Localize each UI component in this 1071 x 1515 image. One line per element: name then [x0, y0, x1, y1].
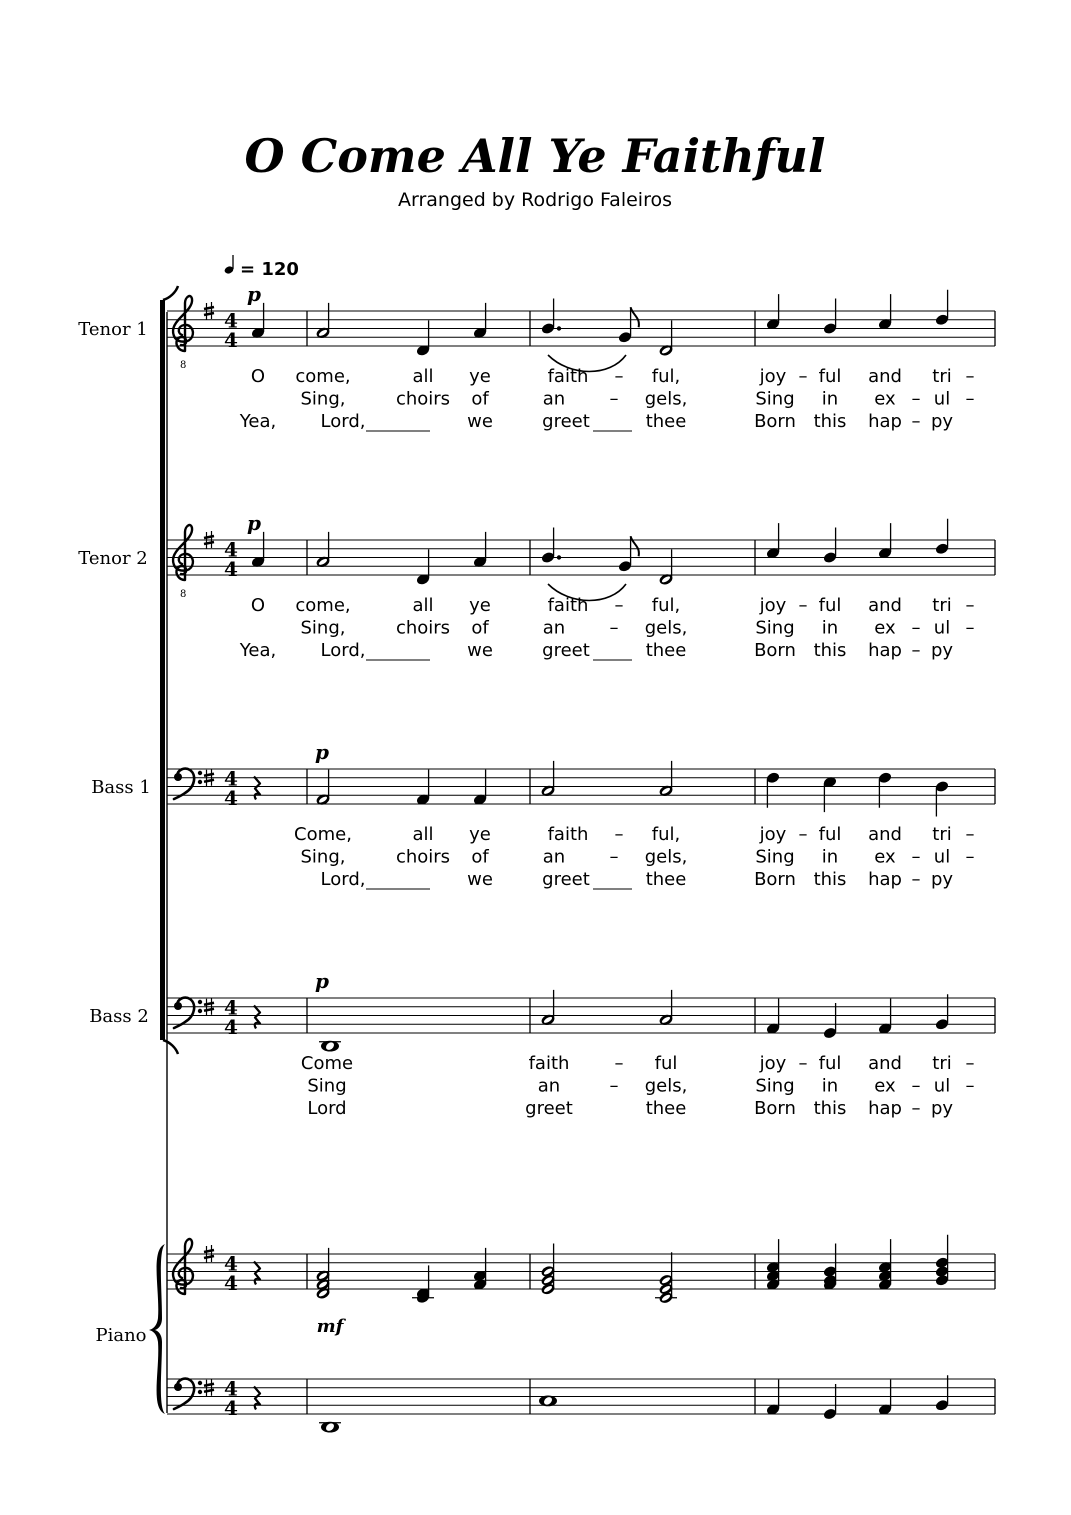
lyric-syllable: – [911, 869, 921, 890]
lyric-syllable: faith [547, 366, 589, 387]
flag [631, 307, 639, 327]
lyric-syllable: ful, [651, 366, 681, 387]
lyric-syllable: thee [645, 640, 687, 661]
lyric-syllable: hap [868, 869, 902, 890]
lyric-syllable: – [965, 595, 975, 616]
lyric-syllable: this [813, 1098, 847, 1119]
lyric-syllable: Sing [755, 846, 795, 868]
lyric-syllable: this [813, 640, 847, 661]
bass-clef-icon [174, 769, 202, 799]
lyric-syllable: Sing [755, 617, 795, 639]
lyric-syllable: choirs [395, 388, 451, 410]
lyric-syllable: Born [754, 411, 796, 432]
tempo-marking [224, 255, 299, 280]
lyric-syllable: joy [759, 366, 787, 387]
lyric-syllable: in [821, 1075, 839, 1097]
lyric-syllable: greet [542, 411, 590, 432]
instrument-label: Piano [95, 1325, 147, 1346]
lyric-syllable: – [798, 595, 808, 616]
lyric-syllable: gels, [644, 617, 688, 639]
lyric-syllable: an [542, 388, 566, 410]
lyric-syllable: Sing [755, 388, 795, 410]
time-signature-bottom: 4 [224, 1271, 238, 1295]
lyric-syllable: in [821, 846, 839, 868]
time-signature-bottom: 4 [224, 1015, 238, 1039]
lyric-syllable: – [965, 388, 975, 410]
piano-brace [149, 1244, 165, 1414]
note [539, 1395, 557, 1406]
lyric-syllable: – [911, 846, 921, 868]
lyric-syllable: thee [645, 869, 687, 890]
lyric-syllable: O [250, 595, 266, 616]
lyric-syllable: – [911, 388, 921, 410]
octave-marker: 8 [180, 360, 187, 371]
lyric-syllable: – [965, 366, 975, 387]
note [321, 1041, 339, 1052]
lyric-syllable: joy [759, 595, 787, 616]
lyric-syllable: – [911, 1075, 921, 1097]
lyric-syllable: Sing, [300, 388, 346, 410]
lyric-syllable: faith [547, 595, 589, 616]
time-signature-bottom: 4 [224, 328, 238, 352]
lyric-syllable: py [930, 1098, 954, 1119]
lyric-syllable: an [542, 846, 566, 868]
page-title: O Come All Ye Faithful [244, 129, 826, 183]
lyric-syllable: all [412, 824, 434, 845]
lyric-syllable: ex [874, 1075, 896, 1097]
lyric-syllable: ful [654, 1053, 678, 1074]
dot [557, 326, 561, 330]
lyric-syllable: tri [932, 824, 952, 845]
lyric-syllable: py [930, 640, 954, 661]
staff-2 [91, 740, 995, 890]
lyric-syllable: faith [528, 1053, 570, 1074]
lyric-syllable: thee [645, 411, 687, 432]
lyric-syllable: Come [300, 1053, 354, 1074]
time-signature-top: 4 [224, 308, 238, 333]
lyric-syllable: – [965, 846, 975, 868]
lyric-syllable: – [614, 1053, 624, 1074]
lyric-syllable: Lord [307, 1098, 347, 1119]
lyric-syllable: – [911, 640, 921, 661]
time-signature-bottom: 4 [224, 786, 238, 810]
lyric-syllable: Sing, [300, 617, 346, 639]
lyric-syllable: O [250, 366, 266, 387]
lyric-syllable: of [471, 388, 489, 410]
lyric-syllable: – [965, 617, 975, 639]
instrument-label: Bass 2 [89, 1006, 149, 1027]
lyric-syllable: this [813, 411, 847, 432]
lyric-syllable: ful [818, 366, 842, 387]
lyric-syllable: ful [818, 595, 842, 616]
staff-1 [78, 511, 995, 661]
dynamic-marking: p [315, 969, 329, 993]
lyric-syllable: all [412, 366, 434, 387]
staves [78, 282, 995, 1433]
lyric-syllable: ful [818, 1053, 842, 1074]
time-signature-bottom: 4 [224, 557, 238, 581]
lyric-syllable: thee [645, 1098, 687, 1119]
lyric-syllable: hap [868, 411, 902, 432]
lyric-syllable: tri [932, 595, 952, 616]
lyric-syllable: ex [874, 617, 896, 639]
lyric-syllable: Lord, [320, 640, 366, 661]
lyric-syllable: Come, [294, 824, 352, 845]
tempo-value: = 120 [240, 259, 299, 280]
lyric-syllable: we [467, 640, 493, 661]
lyric-syllable: and [868, 595, 902, 616]
lyric-syllable: – [798, 366, 808, 387]
lyric-syllable: – [798, 1053, 808, 1074]
lyric-syllable: – [965, 824, 975, 845]
lyric-syllable: and [868, 824, 902, 845]
lyric-syllable: py [930, 869, 954, 890]
lyric-syllable: faith [547, 824, 589, 845]
lyric-syllable: – [609, 846, 619, 868]
lyric-syllable: – [609, 617, 619, 639]
lyric-syllable: Sing [755, 1075, 795, 1097]
lyric-syllable: ul [933, 388, 951, 410]
lyric-syllable: – [614, 824, 624, 845]
treble-clef-icon [173, 1239, 193, 1294]
flag [631, 536, 639, 556]
dynamic-marking: p [247, 511, 261, 535]
lyric-syllable: ye [469, 595, 491, 616]
lyric-syllable: come, [295, 366, 351, 387]
staff-5 [167, 1375, 995, 1432]
bass-clef-icon [174, 1379, 202, 1409]
quarter-rest-icon [254, 1262, 260, 1285]
time-signature-top: 4 [224, 766, 238, 791]
lyric-syllable: choirs [395, 846, 451, 868]
lyric-syllable: in [821, 388, 839, 410]
lyric-syllable: and [868, 1053, 902, 1074]
lyric-syllable: – [911, 411, 921, 432]
lyric-syllable: and [868, 366, 902, 387]
lyric-syllable: greet [542, 869, 590, 890]
instrument-label: Tenor 2 [78, 548, 148, 569]
lyric-syllable: hap [868, 1098, 902, 1119]
lyric-syllable: ul [933, 846, 951, 868]
lyric-syllable: – [911, 1098, 921, 1119]
instrument-label: Bass 1 [91, 777, 151, 798]
lyric-syllable: Sing [307, 1075, 347, 1097]
lyric-syllable: ul [933, 1075, 951, 1097]
lyric-syllable: of [471, 846, 489, 868]
time-signature-top: 4 [224, 1251, 238, 1276]
lyric-syllable: gels, [644, 388, 688, 410]
lyric-syllable: Born [754, 869, 796, 890]
lyric-syllable: tri [932, 366, 952, 387]
lyric-syllable: – [614, 595, 624, 616]
octave-marker: 8 [180, 589, 187, 600]
dot [557, 555, 561, 559]
instrument-label: Tenor 1 [78, 319, 148, 340]
lyric-syllable: Sing, [300, 846, 346, 868]
dynamic-marking: p [315, 740, 329, 764]
staff-0 [78, 282, 995, 432]
lyric-syllable: greet [542, 640, 590, 661]
lyric-syllable: ful, [651, 824, 681, 845]
staff-4 [95, 1235, 995, 1346]
lyric-syllable: ye [469, 824, 491, 845]
lyric-syllable: greet [525, 1098, 573, 1119]
time-signature-top: 4 [224, 1376, 238, 1401]
lyric-syllable: an [542, 617, 566, 639]
time-signature-bottom: 4 [224, 1396, 238, 1420]
treble-clef-icon [173, 296, 193, 351]
note [321, 1422, 339, 1433]
lyric-syllable: Yea, [239, 411, 277, 432]
choir-bracket [160, 286, 178, 1054]
lyric-syllable: gels, [644, 846, 688, 868]
lyric-syllable: ye [469, 366, 491, 387]
lyric-syllable: – [911, 617, 921, 639]
lyric-syllable: ful, [651, 595, 681, 616]
quarter-rest-icon [254, 777, 260, 800]
lyric-syllable: – [609, 388, 619, 410]
lyric-syllable: ex [874, 846, 896, 868]
lyric-syllable: hap [868, 640, 902, 661]
quarter-rest-icon [254, 1006, 260, 1029]
lyric-syllable: in [821, 617, 839, 639]
lyric-syllable: ul [933, 617, 951, 639]
staff-3 [89, 969, 995, 1119]
lyric-syllable: – [798, 824, 808, 845]
quarter-rest-icon [254, 1387, 260, 1410]
lyric-syllable: py [930, 411, 954, 432]
lyric-syllable: – [609, 1075, 619, 1097]
time-signature-top: 4 [224, 537, 238, 562]
arranger-credit: Arranged by Rodrigo Faleiros [397, 189, 673, 211]
dynamic-marking: mf [316, 1316, 344, 1337]
lyric-syllable: come, [295, 595, 351, 616]
lyric-syllable: of [471, 617, 489, 639]
lyric-syllable: Lord, [320, 411, 366, 432]
lyric-syllable: we [467, 411, 493, 432]
lyric-syllable: this [813, 869, 847, 890]
lyric-syllable: Yea, [239, 640, 277, 661]
lyric-syllable: – [965, 1053, 975, 1074]
lyric-syllable: joy [759, 824, 787, 845]
lyric-syllable: ex [874, 388, 896, 410]
treble-clef-icon [173, 525, 193, 580]
lyric-syllable: we [467, 869, 493, 890]
lyric-syllable: tri [932, 1053, 952, 1074]
bass-clef-icon [174, 998, 202, 1028]
lyric-syllable: Born [754, 1098, 796, 1119]
lyric-syllable: Lord, [320, 869, 366, 890]
time-signature-top: 4 [224, 995, 238, 1020]
lyric-syllable: – [965, 1075, 975, 1097]
lyric-syllable: joy [759, 1053, 787, 1074]
lyric-syllable: all [412, 595, 434, 616]
lyric-syllable: gels, [644, 1075, 688, 1097]
lyric-syllable: ful [818, 824, 842, 845]
lyric-syllable: choirs [395, 617, 451, 639]
lyric-syllable: an [537, 1075, 561, 1097]
lyric-syllable: – [614, 366, 624, 387]
dynamic-marking: p [247, 282, 261, 306]
lyric-syllable: Born [754, 640, 796, 661]
